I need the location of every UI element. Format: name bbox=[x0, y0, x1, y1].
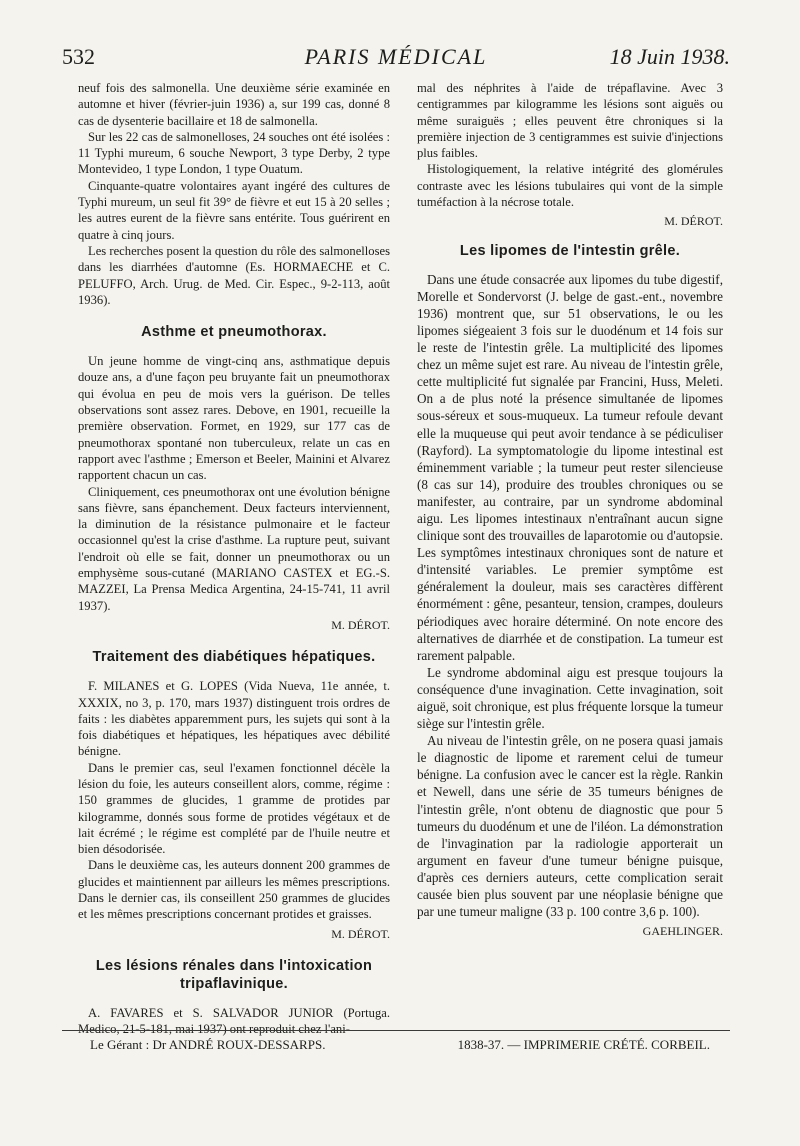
paragraph: Dans le premier cas, seul l'examen fonctionnel décèle la lésion du foie, les auteurs conseillent alors, comme, régime : 150 grammes de glucides, 1 gramme de protides par kilogramme, donnés sous forme de protides végétaux et de lait écrémé ; le régime est complété par de l'huile neutre et bien désodorisée. bbox=[78, 760, 390, 857]
page-number: 532 bbox=[62, 44, 95, 69]
paragraph: Histologiquement, la relative intégrité des glomérules contraste avec les lésions tubulaires qui vont de la simple tuméfaction à la nécrose totale. bbox=[417, 162, 723, 210]
paragraph: Au niveau de l'intestin grêle, on ne posera quasi jamais le diagnostic de lipome et rarement celui de tumeur bénigne. La confusion avec le cancer est la règle. Rankin et Newell, dans une série de 35 tumeurs bénignes de l'intestin grêle, n'ont obtenu de diagnostic que pour 5 tumeurs du duodénum et une de l'iléon. La démonstration de l'invagination par la radiologie apporterait un argument en faveur d'une tumeur bénigne puisque, d'après ces derniers auteurs, cette complication serait causée bien plus souvent par une néoplasie bénigne que par une tumeur maligne (33 p. 100 contre 3,6 p. 100). bbox=[417, 733, 723, 920]
paragraph: F. MILANES et G. LOPES (Vida Nueva, 11e année, t. XXXIX, no 3, p. 170, mars 1937) distinguent trois ordres de faits : les diabètes apparemment purs, les sujets qui sont à la fois diabétiques et hépatiques, les hépatiques avec débilité bénigne. bbox=[78, 679, 390, 759]
signature: M. DÉROT. bbox=[331, 926, 390, 941]
section-title-asthme: Asthme et pneumothorax. bbox=[141, 324, 327, 341]
section-title-renales: Les lésions rénales dans l'intoxication tripaflavinique. bbox=[95, 957, 373, 992]
paragraph: Un jeune homme de vingt-cinq ans, asthmatique depuis douze ans, a d'une façon peu bruyante fait un pneumothorax qui évolua en peu de mois vers la guérison. De telles observations sont assez rares. Debove, en 1901, recueille la première observation. Formet, en 1929, sur 177 cas de pneumothorax spontané non tuberculeux, relate un cas en rapport avec l'asthme ; Emerson et Beeler, Mainini et Alvarez rapportent chacun un cas. bbox=[78, 354, 390, 483]
paragraph: Cliniquement, ces pneumothorax ont une évolution bénigne sans fièvre, sans épanchement. Deux facteurs interviennent, la diminution de la résistance pulmonaire et le facteur occasionnel qu'est la crise d'asthme. La rupture peut, suivant l'endroit où elle se fait, donner un pneumothorax ou un emphysème sous-cutané (MARIANO CASTEX et EG.-S. MAZZEI, La Prensa Medica Argentina, 24-15-741, 11 avril 1937). bbox=[78, 484, 390, 613]
paragraph: Sur les 22 cas de salmonelloses, 24 souches ont été isolées : 11 Typhi mureum, 6 souche Newport, 3 type Derby, 2 type Montevideo, 1 type London, 1 type Ouatum. bbox=[78, 129, 390, 177]
paragraph: Les recherches posent la question du rôle des salmonelloses dans les diarrhées d'automne (Es. HORMAECHE et C. PELUFFO, Arch. Urug. de Med. Cir. Espec., 9-2-113, août 1936). bbox=[78, 243, 390, 307]
paragraph: neuf fois des salmonella. Une deuxième série examinée en automne et hiver (février-juin 1936) a, sur 199 cas, donné 8 cas de dysenterie bacillaire et 18 de salmonella. bbox=[78, 81, 390, 128]
signature: GAEHLINGER. bbox=[642, 924, 723, 939]
paragraph: Le syndrome abdominal aigu est presque toujours la conséquence d'une invagination. Cette invagination, soit aiguë, soit chronique, est plus fréquente lorsque la tumeur siège sur l'intestin grêle. bbox=[417, 664, 723, 732]
lipomes-body bbox=[417, 271, 723, 921]
journal-title: PARIS MÉDICAL bbox=[304, 44, 488, 69]
left-column bbox=[78, 80, 390, 1038]
signature: M. DÉROT. bbox=[331, 617, 390, 632]
page-header bbox=[62, 44, 730, 78]
footer-imprimerie: 1838-37. — IMPRIMERIE CRÉTÉ. CORBEIL. bbox=[457, 1037, 710, 1052]
right-column bbox=[417, 80, 723, 944]
footer-rule bbox=[62, 1030, 730, 1031]
paragraph: Dans le deuxième cas, les auteurs donnent 200 grammes de glucides et maintiennent par ailleurs les mêmes prescriptions. Dans le dernier cas, ils conseillent 250 grammes de glucides et les mêmes prescriptions concernant protides et graisses. bbox=[78, 858, 390, 922]
section-title-lipomes: Les lipomes de l'intestin grêle. bbox=[459, 242, 681, 259]
paragraph: Cinquante-quatre volontaires ayant ingéré des cultures de Typhi mureum, un seul fit 39° de fièvre et eut 15 à 20 selles ; les autres eurent de la fièvre sans entérite. Tous guérirent en quatre à cinq jours. bbox=[78, 178, 390, 242]
paragraph: Dans une étude consacrée aux lipomes du tube digestif, Morelle et Sondervorst (J. belge de gast.-ent., novembre 1936) montrent que, sur 51 observations, le ou les lipomes siégeaient 3 fois sur le duodénum et 14 fois sur le reste de l'intestin grêle. La multiplicité des lipomes chez un même sujet est rare. Au niveau de l'intestin grêle, cette multiplicité fut signalée par Francini, Huss, Meleti. On a de plus noté la présence simultanée de lipomes sous-séreux et sous-muqueux. La tumeur refoule devant elle la muqueuse qui peut avoir tendance à se pédiculiser (Rayford). La symptomatologie du lipome intestinal est éminemment variable ; la tumeur peut rester silencieuse (8 cas sur 14), produire des troubles chroniques ou se manifester, au contraire, par un syndrome abdominal aigu. Les lipomes intestinaux n'entraînant aucun signe clinique sont des trouvailles de laparotomie ou d'autopsie. Les symptômes intestinaux chroniques sont de nature et d'intensité variables. Le premier symptôme est généralement la douleur, mais ses caractères diffèrent énormément : gêne, pesanteur, tension, crampes, douleurs périodiques avec horaire déterminé. On note encore des alternatives de diarrhée et de constipation. La tumeur est rarement palpable. bbox=[417, 271, 723, 663]
signature: M. DÉROT. bbox=[664, 214, 723, 229]
section-title-diabetiques: Traitement des diabétiques hépatiques. bbox=[92, 649, 376, 666]
footer-gerant: Le Gérant : Dr ANDRÉ ROUX-DESSARPS. bbox=[90, 1037, 326, 1052]
issue-date: 18 Juin 1938. bbox=[609, 44, 730, 69]
paragraph: A. FAVARES et S. SALVADOR JUNIOR (Portuga. Medico, 21-5-181, mai 1937) ont reproduit chez l'ani- bbox=[78, 1005, 390, 1037]
paragraph: mal des néphrites à l'aide de trépaflavine. Avec 3 centigrammes par kilogramme les lésions sont aiguës ou même suraiguës ; elles peuvent être chroniques si la première injection de 3 centigrammes est suivie d'injections plus faibles. bbox=[417, 81, 723, 161]
page-footer bbox=[62, 1037, 730, 1057]
